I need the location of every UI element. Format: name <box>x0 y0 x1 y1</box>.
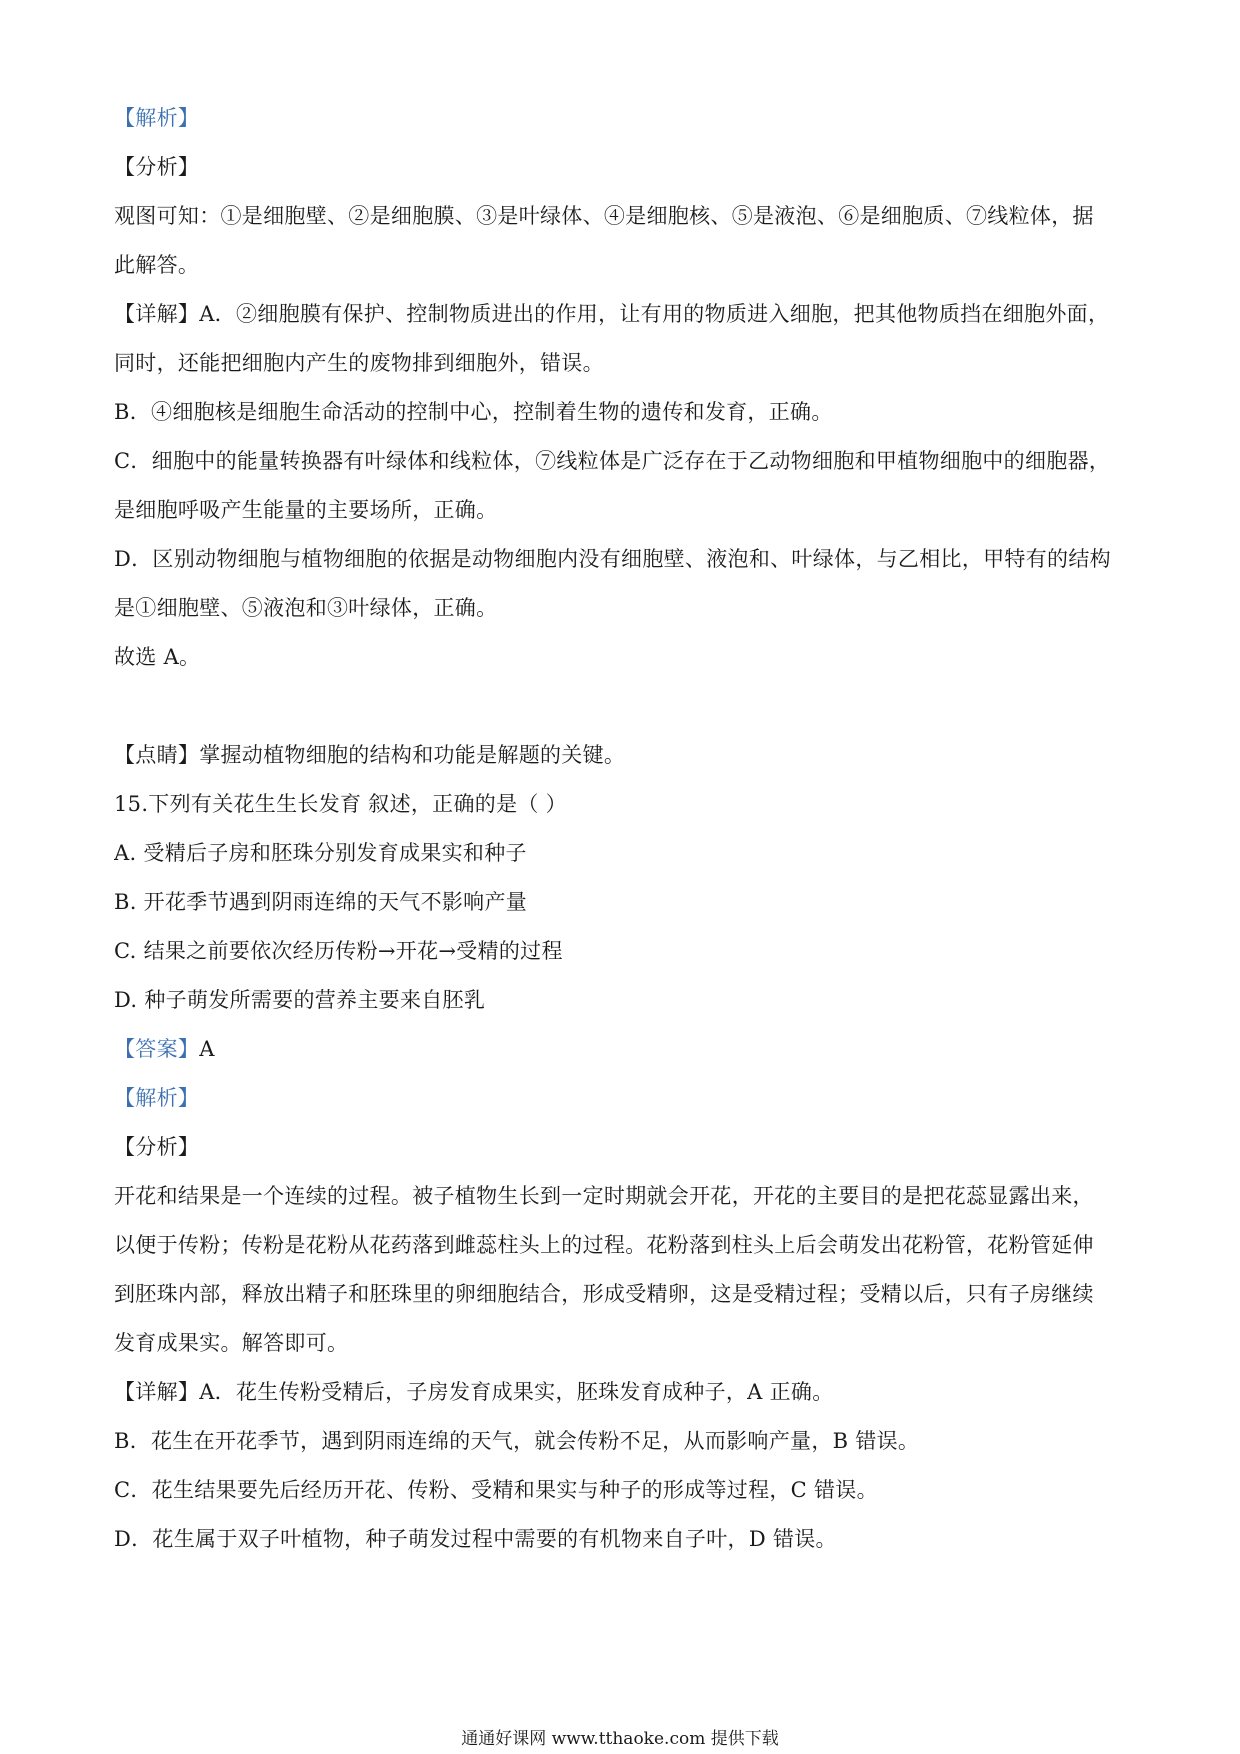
jiexi-label: 【解析】 <box>114 106 200 130</box>
fenxi-label: 【分析】 <box>114 155 200 179</box>
detail-line-3: B．④细胞核是细胞生命活动的控制中心，控制着生物的遗传和发育，正确。 <box>114 400 833 424</box>
detail-line-2: 同时，还能把细胞内产生的废物排到细胞外，错误。 <box>114 351 604 375</box>
analysis-line-1: 观图可知：①是细胞壁、②是细胞膜、③是叶绿体、④是细胞核、⑤是液泡、⑥是细胞质、⑦线粒体，据 <box>114 204 1094 228</box>
option-a: A. 受精后子房和胚珠分别发育成果实和种子 <box>114 841 527 865</box>
detail2-line-4: D．花生属于双子叶植物，种子萌发过程中需要的有机物来自子叶，D 错误。 <box>114 1527 837 1551</box>
detail-line-5: 是细胞呼吸产生能量的主要场所，正确。 <box>114 498 498 522</box>
detail-line-7: 是①细胞壁、⑤液泡和③叶绿体，正确。 <box>114 596 498 620</box>
detail-label: 【详解】 <box>114 302 200 326</box>
detail2-text: A．花生传粉受精后，子房发育成果实，胚珠发育成种子，A 正确。 <box>199 1380 834 1404</box>
answer-line <box>114 1035 1134 1063</box>
detail2-line-2: B．花生在开花季节，遇到阴雨连绵的天气，就会传粉不足，从而影响产量，B 错误。 <box>114 1429 920 1453</box>
analysis-line-2: 此解答。 <box>114 253 200 277</box>
analysis2-line-3: 到胚珠内部，释放出精子和胚珠里的卵细胞结合，形成受精卵，这是受精过程；受精以后，只有子房继续 <box>114 1282 1094 1306</box>
detail-text: A．②细胞膜有保护、控制物质进出的作用，让有用的物质进入细胞，把其他物质挡在细胞外面， <box>199 302 1110 326</box>
detail2-line-3: C．花生结果要先后经历开花、传粉、受精和果实与种子的形成等过程，C 错误。 <box>114 1478 878 1502</box>
fenxi-label-2: 【分析】 <box>114 1135 200 1159</box>
dianjing-line <box>114 741 1134 769</box>
question-stem: 15.下列有关花生生长发育 叙述，正确的是（ ） <box>114 792 567 816</box>
dianjing-text: 掌握动植物细胞的结构和功能是解题的关键。 <box>199 743 626 767</box>
option-c: C. 结果之前要依次经历传粉→开花→受精的过程 <box>114 939 563 963</box>
footer-watermark: 通通好课网 www.tthaoke.com 提供下载 <box>461 1729 779 1749</box>
option-b: B. 开花季节遇到阴雨连绵的天气不影响产量 <box>114 890 528 914</box>
answer-value: A <box>199 1037 215 1061</box>
answer-label: 【答案】 <box>114 1037 200 1061</box>
analysis2-line-4: 发育成果实。解答即可。 <box>114 1331 349 1355</box>
detail-line-6: D．区别动物细胞与植物细胞的依据是动物细胞内没有细胞壁、液泡和、叶绿体，与乙相比，甲特有的结构 <box>114 547 1111 571</box>
detail-line-4: C．细胞中的能量转换器有叶绿体和线粒体，⑦线粒体是广泛存在于乙动物细胞和甲植物细胞中的细胞器， <box>114 449 1111 473</box>
analysis2-line-1: 开花和结果是一个连续的过程。被子植物生长到一定时期就会开花，开花的主要目的是把花蕊显露出来， <box>114 1184 1094 1208</box>
jiexi-label-2: 【解析】 <box>114 1086 200 1110</box>
detail2-line-1 <box>114 1378 1134 1406</box>
dianjing-label: 【点睛】 <box>114 743 200 767</box>
detail-line-8: 故选 A。 <box>114 645 201 669</box>
detail2-label: 【详解】 <box>114 1380 200 1404</box>
analysis2-line-2: 以便于传粉；传粉是花粉从花药落到雌蕊柱头上的过程。花粉落到柱头上后会萌发出花粉管，花粉管延伸 <box>114 1233 1094 1257</box>
detail-line-1 <box>114 300 1134 328</box>
option-d: D. 种子萌发所需要的营养主要来自胚乳 <box>114 988 486 1012</box>
